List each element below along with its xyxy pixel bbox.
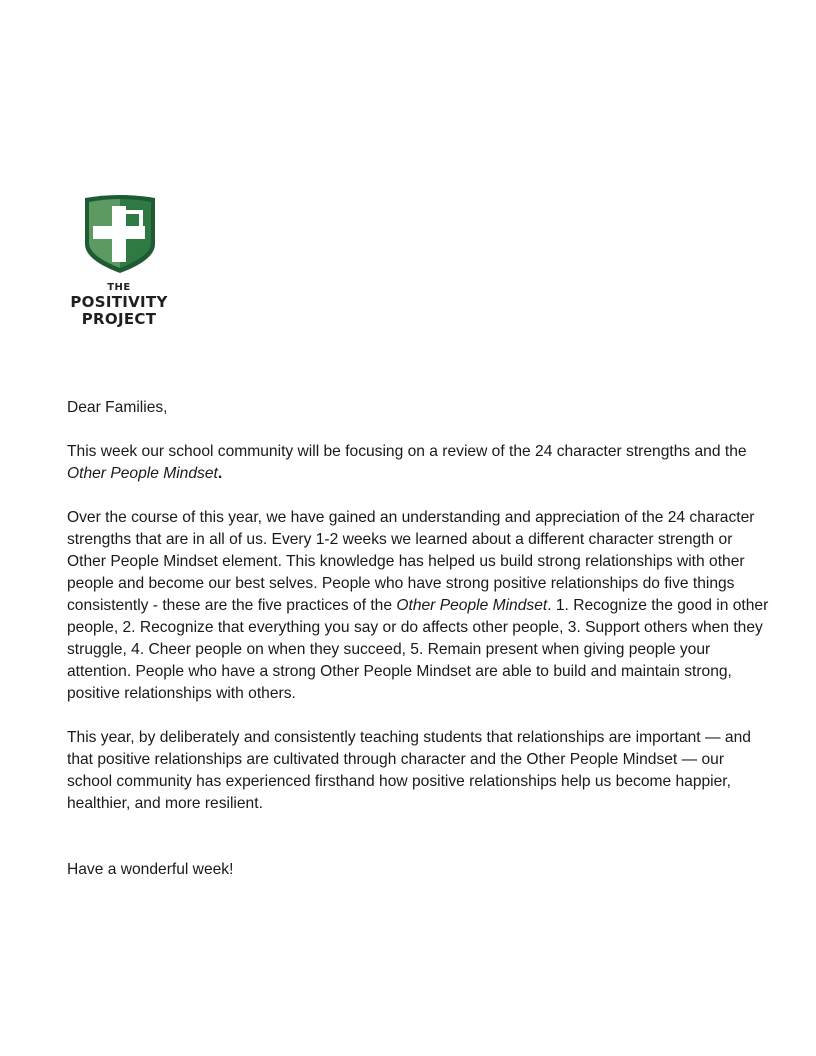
positivity-project-logo	[66, 194, 176, 334]
salutation: Dear Families,	[67, 399, 168, 416]
letter-body	[67, 397, 773, 881]
p-inner	[130, 216, 137, 225]
paragraph-strengths-text: Over the course of this year, we have gained an understanding and appreciation of the 24 character strengths that are in all of us. Every 1-2 weeks we learned about a different character strength or Other People Mindset element. This knowledge has helped us build strong relationships with other people and become our best selves. People who have strong positive relationships do five things consistently - these are the five practices of the	[67, 509, 755, 614]
paragraph-intro-text: This week our school community will be focusing on a review of the 24 character strengths and the	[67, 443, 747, 460]
paragraph-intro-emphasis: Other People Mindset	[67, 465, 218, 482]
paragraph-intro	[67, 441, 773, 485]
paragraph-strengths-end: . 1. Recognize the good in other people, 2. Recognize that everything you say or do affects other people, 3. Support others when they struggle, 4. Cheer people on when they succeed, 5. Remain present when giving people your attention. People who have a strong Other People Mindset are able to build and maintain strong, positive relationships with others.	[67, 597, 769, 702]
p-side	[139, 210, 143, 228]
logo-text-project: PROJECT	[81, 310, 157, 328]
logo-text-positivity: POSITIVITY	[70, 293, 168, 311]
paragraph-relationships: This year, by deliberately and consistently teaching students that relationships are important — and that positive relationships are cultivated through character and the Other People Mindset — our school community has experienced firsthand how positive relationships help us become happier, healthier, and more resilient.	[67, 729, 751, 812]
paragraph-strengths	[67, 507, 773, 705]
paragraph-intro-end: .	[217, 465, 223, 482]
shield-plus-icon	[81, 194, 159, 274]
logo-text-the: THE	[107, 282, 131, 293]
closing-line: Have a wonderful week!	[67, 861, 234, 878]
cross-horizontal	[93, 226, 145, 239]
paragraph-strengths-emphasis: Other People Mindset	[396, 597, 548, 614]
